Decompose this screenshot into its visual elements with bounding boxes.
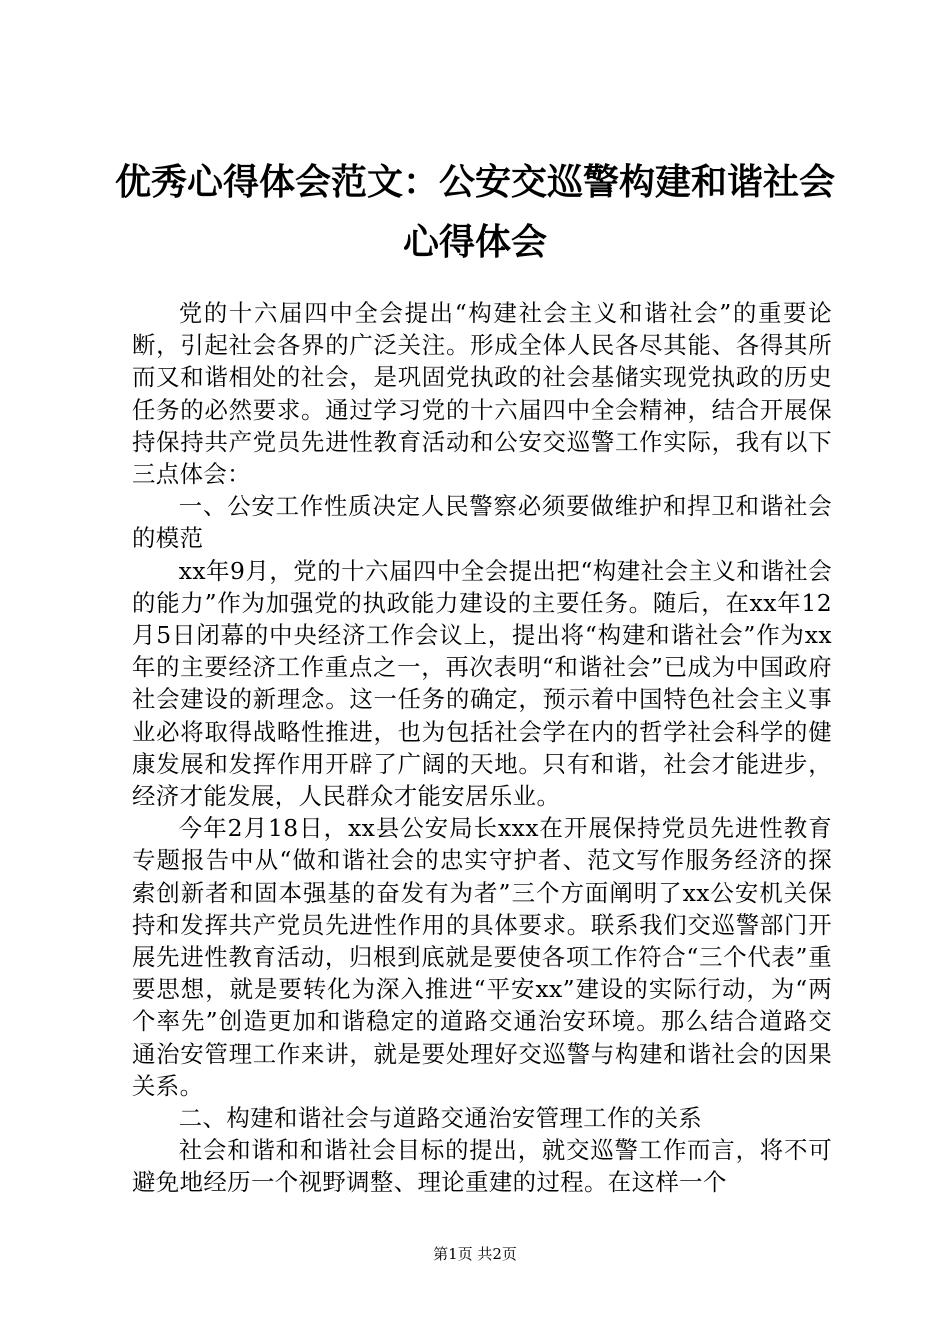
paragraph-section-1-a: xx年9月，党的十六届四中全会提出把“构建社会主义和谐社会的能力”作为加强党的执政能力建设的主要任务。随后，在xx年12月5日闭幕的中央经济工作会议上，提出将“构建和谐社会”作为xx年的主要经济工作重点之一，再次表明“和谐社会”已成为中国政府社会建设的新理念。这一任务的确定，预示着中国特色社会主义事业必将取得战略性推进，也为包括社会学在内的哲学社会科学的健康发展和发挥作用开辟了广阔的天地。只有和谐，社会才能进步，经济才能发展，人民群众才能安居乐业。 xyxy=(132,556,832,811)
paragraph-section-2-a: 社会和谐和和谐社会目标的提出，就交巡警工作而言，将不可避免地经历一个视野调整、理论重建的过程。在这样一个 xyxy=(132,1136,832,1197)
document-title-line-1: 优秀心得体会范文：公安交巡警构建和谐社会 xyxy=(114,162,835,203)
paragraph-section-1-b: 今年2月18日，xx县公安局长xxx在开展保持党员先进性教育专题报告中从“做和谐社会的忠实守护者、范文写作服务经济的探索创新者和固本强基的奋发有为者”三个方面阐明了xx公安机关保持和发挥共产党员先进性作用的具体要求。联系我们交巡警部门开展先进性教育活动，归根到底就是要使各项工作符合“三个代表”重要思想，就是要转化为深入推进“平安xx”建设的实际行动，为“两个率先”创造更加和谐稳定的道路交通治安环境。那么结合道路交通治安管理工作来讲，就是要处理好交巡警与构建和谐社会的因果关系。 xyxy=(132,814,832,1100)
section-heading-2: 二、构建和谐社会与道路交通治安管理工作的关系 xyxy=(178,1104,703,1133)
section-heading-1: 一、公安工作性质决定人民警察必须要做维护和捍卫和谐社会的模范 xyxy=(132,492,832,553)
paragraph-intro: 党的十六届四中全会提出“构建社会主义和谐社会”的重要论断，引起社会各界的广泛关注。形成全体人民各尽其能、各得其所而又和谐相处的社会，是巩固党执政的社会基储实现党执政的历史任务的必然要求。通过学习党的十六届四中全会精神，结合开展保持保持共产党员先进性教育活动和公安交巡警工作实际，我有以下三点体会： xyxy=(132,299,832,489)
document-body xyxy=(132,297,832,1199)
document-title-line-2: 心得体会 xyxy=(402,222,547,263)
page-footer: 第1页 共2页 xyxy=(433,1245,517,1263)
